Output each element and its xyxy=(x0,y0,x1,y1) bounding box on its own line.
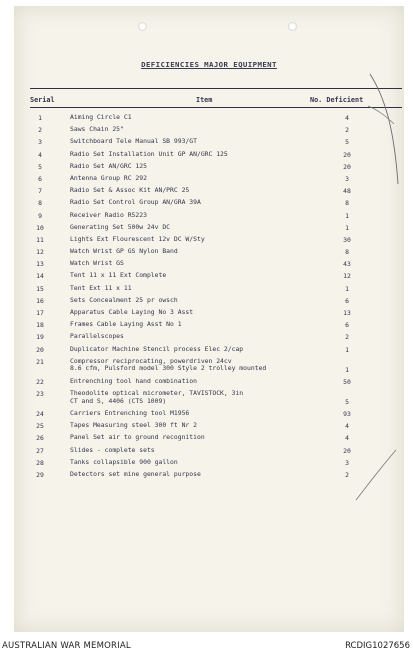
row-serial: 11 xyxy=(36,235,44,244)
row-item: Tapes Measuring steel 300 ft Nr 2 xyxy=(70,421,197,430)
row-deficient: 6 xyxy=(345,296,349,305)
row-deficient: 4 xyxy=(345,114,349,122)
row-serial: 29 xyxy=(36,470,44,479)
header-rule-bottom xyxy=(30,107,402,108)
row-deficient: 3 xyxy=(345,458,349,467)
table-row xyxy=(14,333,404,345)
row-item: Receiver Radio R5223 xyxy=(70,210,147,219)
column-header-serial: Serial xyxy=(30,96,55,104)
punch-hole-left xyxy=(138,22,147,31)
row-deficient: 2 xyxy=(345,470,349,479)
row-item: Lights Ext Flourescent 12v DC W/Sty xyxy=(70,234,205,243)
row-serial: 16 xyxy=(36,296,44,305)
row-deficient: 4 xyxy=(345,422,349,431)
row-serial: 13 xyxy=(36,260,44,269)
table-row xyxy=(14,346,404,358)
equipment-table xyxy=(14,114,404,483)
row-serial: 18 xyxy=(36,321,44,330)
row-serial: 25 xyxy=(36,422,44,431)
punch-hole-right xyxy=(288,22,297,31)
row-deficient: 1 xyxy=(345,211,349,220)
row-deficient: 48 xyxy=(343,187,351,196)
row-item: Slides - complete sets xyxy=(70,445,155,454)
row-serial: 27 xyxy=(36,446,44,455)
row-item: Parallelscopes xyxy=(70,332,124,341)
row-item: Tanks collapsible 900 gallon xyxy=(70,457,178,466)
row-deficient: 1 xyxy=(345,284,349,293)
table-row xyxy=(14,212,404,224)
row-item: Watch Wrist GS xyxy=(70,259,124,268)
row-item: Apparatus Cable Laying No 3 Asst xyxy=(70,308,194,316)
row-serial: 4 xyxy=(38,150,42,159)
table-row xyxy=(14,151,404,163)
row-item: Generating Set 500w 24v DC xyxy=(70,222,171,231)
row-serial: 1 xyxy=(38,114,42,122)
row-item: Theodolite optical micrometer, TAVISTOCK, 3in CT and S, 4406 (CTS 1009) xyxy=(70,388,244,405)
row-deficient: 20 xyxy=(343,446,351,455)
row-item: Aiming Circle C1 xyxy=(70,113,132,121)
row-serial: 23 xyxy=(36,389,44,398)
row-serial: 24 xyxy=(36,409,44,418)
row-item: Switchboard Tele Manual SB 993/GT xyxy=(70,137,197,146)
row-deficient: 5 xyxy=(345,397,349,406)
row-serial: 2 xyxy=(38,126,42,135)
row-serial: 28 xyxy=(36,458,44,467)
row-deficient: 12 xyxy=(343,272,351,281)
row-serial: 9 xyxy=(38,211,42,220)
row-item: Saws Chain 25" xyxy=(70,125,124,134)
row-deficient: 20 xyxy=(343,162,351,171)
row-serial: 15 xyxy=(36,284,44,293)
row-deficient: 8 xyxy=(345,199,349,208)
row-serial: 14 xyxy=(36,272,44,281)
table-row xyxy=(14,358,404,378)
row-item: Detectors set mine general purpose xyxy=(70,469,201,478)
row-serial: 17 xyxy=(36,309,44,317)
row-item: Compressor reciprocating, powerdriven 24cv 8.6 cfm, Pulsford model 300 Style 2 trolley mounted xyxy=(70,356,267,373)
row-item: Tent 11 x 11 Ext Complete xyxy=(70,271,167,280)
row-item: Radio Set Installation Unit GP AN/GRC 125 xyxy=(70,149,228,158)
row-item: Carriers Entrenching tool M1956 xyxy=(70,408,190,417)
table-row xyxy=(14,199,404,211)
row-serial: 5 xyxy=(38,162,42,171)
row-serial: 26 xyxy=(36,434,44,443)
archive-name: AUSTRALIAN WAR MEMORIAL xyxy=(2,641,131,651)
row-deficient: 93 xyxy=(343,409,351,418)
document-title: DEFICIENCIES MAJOR EQUIPMENT xyxy=(141,60,277,69)
row-serial: 22 xyxy=(36,377,44,386)
row-serial: 21 xyxy=(36,357,44,366)
archive-reference: RCDIG1027656 xyxy=(345,641,410,651)
table-row xyxy=(14,447,404,459)
row-deficient: 1 xyxy=(345,365,349,374)
column-header-deficient: No. Deficient xyxy=(310,96,364,104)
row-serial: 20 xyxy=(36,345,44,354)
row-deficient: 6 xyxy=(345,321,349,330)
row-deficient: 3 xyxy=(345,174,349,183)
table-row xyxy=(14,390,404,410)
row-item: Radio Set Control Group AN/GRA 39A xyxy=(70,198,201,207)
row-deficient: 2 xyxy=(345,126,349,135)
row-item: Antenna Group RC 292 xyxy=(70,173,147,182)
row-deficient: 2 xyxy=(345,333,349,342)
row-item: Watch Wrist GP GS Nylon Band xyxy=(70,247,178,256)
row-deficient: 8 xyxy=(345,248,349,257)
archive-footer xyxy=(0,638,413,654)
table-row xyxy=(14,285,404,297)
row-deficient: 43 xyxy=(343,260,351,269)
row-serial: 12 xyxy=(36,248,44,257)
row-item: Radio Set & Assoc Kit AN/PRC 25 xyxy=(70,186,190,195)
row-item: Duplicator Machine Stencil process Elec 2/cap xyxy=(70,344,244,353)
document-page xyxy=(14,6,404,632)
row-deficient: 50 xyxy=(343,377,351,386)
row-item: Tent Ext 11 x 11 xyxy=(70,283,132,292)
row-serial: 3 xyxy=(38,138,42,147)
row-serial: 8 xyxy=(38,199,42,208)
table-row xyxy=(14,434,404,446)
row-deficient: 5 xyxy=(345,138,349,147)
row-serial: 7 xyxy=(38,187,42,196)
row-deficient: 30 xyxy=(343,235,351,244)
row-item: Radio Set AN/GRC 125 xyxy=(70,161,147,170)
table-row xyxy=(14,471,404,483)
row-item: Sets Concealment 25 pr owsch xyxy=(70,295,178,304)
row-item: Frames Cable Laying Asst No 1 xyxy=(70,320,182,329)
row-item: Panel Set air to ground recognition xyxy=(70,433,205,442)
header-rule-top xyxy=(30,88,402,89)
row-deficient: 4 xyxy=(345,434,349,443)
row-serial: 10 xyxy=(36,223,44,232)
column-header-item: Item xyxy=(196,96,213,104)
row-deficient: 1 xyxy=(345,345,349,354)
row-deficient: 13 xyxy=(343,309,351,317)
row-deficient: 1 xyxy=(345,223,349,232)
row-serial: 19 xyxy=(36,333,44,342)
row-serial: 6 xyxy=(38,174,42,183)
table-row xyxy=(14,138,404,150)
table-row xyxy=(14,272,404,284)
row-deficient: 20 xyxy=(343,150,351,159)
row-item: Entrenching tool hand combination xyxy=(70,376,197,385)
